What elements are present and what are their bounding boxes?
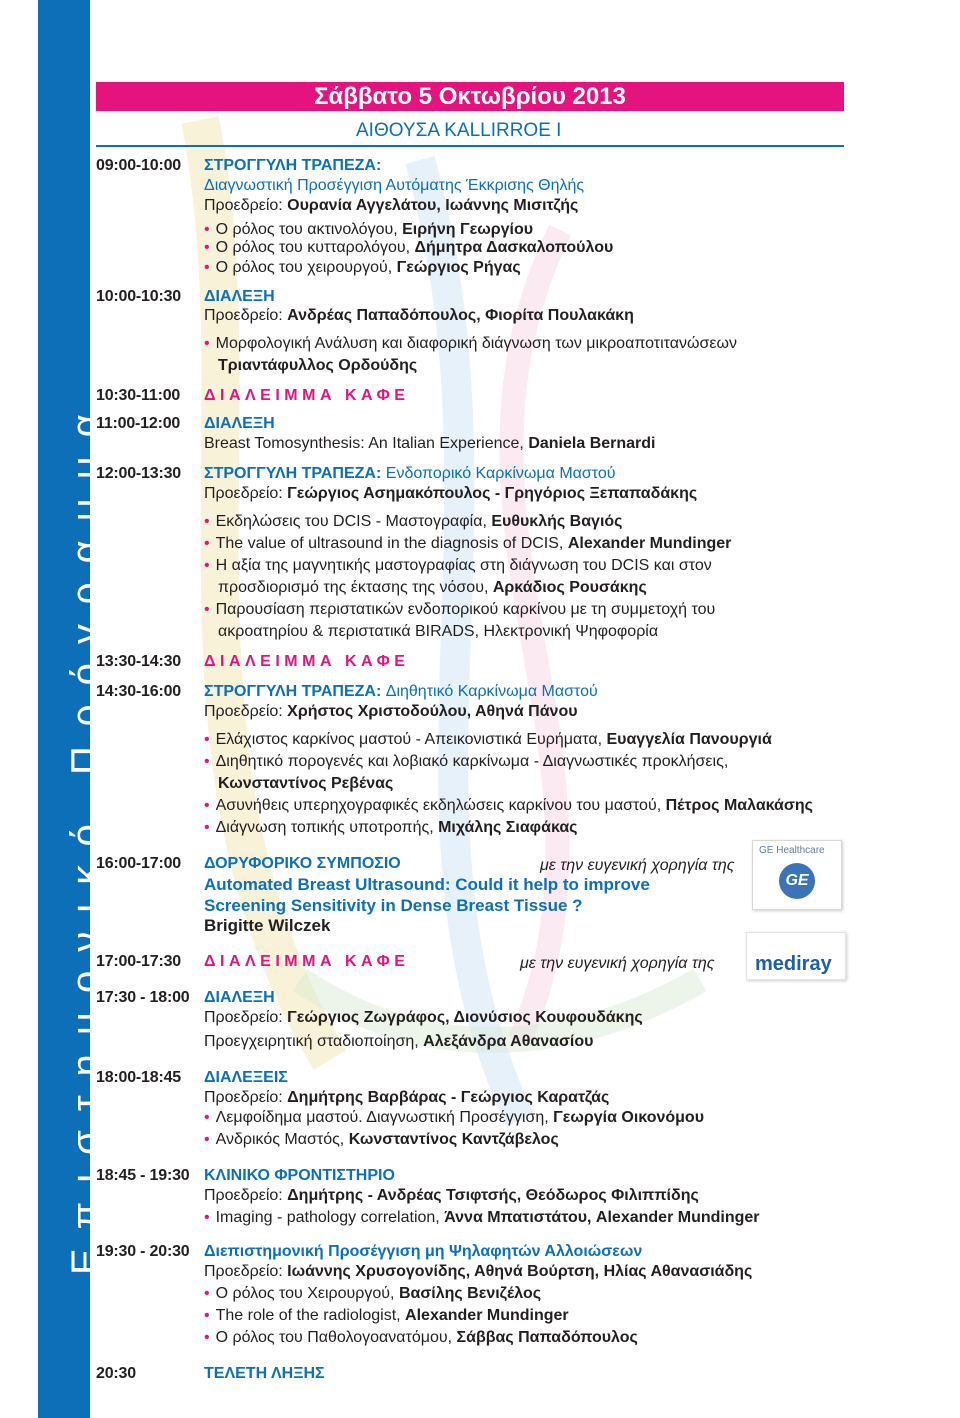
chair-line <box>204 1088 609 1108</box>
speaker-name: Ευθυκλής Βαγιός <box>491 513 623 530</box>
speaker-name: Alexander Mundinger <box>567 535 732 552</box>
chair-names: Δημήτρης - Ανδρέας Τσιφτσής, Θεόδωρος Φιλιππίδης <box>287 1187 699 1204</box>
chair-label: Προεδρείο: <box>204 197 288 214</box>
session-title: ΣΤΡΟΓΓΥΛΗ ΤΡΑΠΕΖΑ: <box>204 683 386 700</box>
room-title: ΑΙΘΟΥΣΑ KALLIRROE I <box>356 120 562 141</box>
session-time: 20:30 <box>96 1365 136 1382</box>
speaker-name: Κωνσταντίνος Καντζάβελος <box>348 1131 559 1148</box>
ge-healthcare-logo <box>752 840 842 910</box>
chair-names: Ιωάννης Χρυσογονίδης, Αθηνά Βούρτση, Ηλίας Αθανασιάδης <box>287 1263 753 1280</box>
speaker-name: Δήμητρα Δασκαλοπούλου <box>414 239 614 256</box>
speaker-name: Κωνσταντίνος Ρεβένας <box>218 775 394 792</box>
session-time: 13:30-14:30 <box>96 653 181 670</box>
talk-item <box>204 334 737 354</box>
talk-item-cont: ακροατηρίου & περιστατικά BIRADS, Ηλεκτρονική Ψηφοφορία <box>218 623 659 640</box>
chair-line <box>204 306 634 326</box>
speaker-name: Αλεξάνδρα Αθανασίου <box>423 1033 594 1050</box>
talk-item <box>204 258 521 278</box>
speaker-name: Ευαγγελία Πανουργιά <box>606 731 772 748</box>
talk-title: Automated Breast Ultrasound: Could it help to improve <box>204 875 650 894</box>
talk-item <box>204 730 772 750</box>
talk-item <box>204 556 712 576</box>
session-title: ΤΕΛΕΤΗ ΛΗΞΗΣ <box>204 1365 325 1382</box>
session-title: ΔΙΑΛΕΞΗ <box>204 288 275 305</box>
talk-item <box>204 512 623 532</box>
talk-item <box>204 220 533 240</box>
chair-names: Γεώργιος Ζωγράφος, Διονύσιος Κουφουδάκης <box>287 1009 643 1026</box>
coffee-break: ΔΙΑΛΕΙΜΜΑ ΚΑΦΕ <box>204 953 410 970</box>
session-time: 19:30 - 20:30 <box>96 1243 190 1260</box>
session-time: 10:30-11:00 <box>96 387 181 404</box>
speaker-name: Brigitte Wilczek <box>204 916 331 935</box>
session-title-line <box>204 464 616 484</box>
chair-label: Προεδρείο: <box>204 485 288 502</box>
speaker-name: Γεώργιος Ρήγας <box>396 259 521 276</box>
session-title: ΔΙΑΛΕΞΗ <box>204 989 275 1006</box>
session-subtitle: Ενδοπορικό Καρκίνωμα Μαστού <box>385 465 616 482</box>
talk-item <box>204 796 813 816</box>
talk-text: Μορφολογική Ανάλυση και διαφορική διάγνωση των μικροαποτιτανώσεων <box>215 335 738 352</box>
session-subtitle: Διηθητικό Καρκίνωμα Μαστού <box>385 683 598 700</box>
talk-text: Ο ρόλος του ακτινολόγου, <box>215 221 403 238</box>
talk-text: Breast Tomosynthesis: An Italian Experience, <box>204 435 529 452</box>
mediray-logo <box>746 932 846 980</box>
session-time: 17:00-17:30 <box>96 953 181 970</box>
talk-item <box>204 534 731 554</box>
speaker-name: Alexander Mundinger <box>405 1307 569 1324</box>
talk-item <box>204 1328 638 1348</box>
chair-line <box>204 484 697 504</box>
coffee-break: ΔΙΑΛΕΙΜΜΑ ΚΑΦΕ <box>204 653 410 670</box>
talk-text: Ο ρόλος του Χειρουργού, <box>215 1285 399 1302</box>
speaker-name: Γεωργία Οικονόμου <box>553 1109 705 1126</box>
chair-line <box>204 702 578 722</box>
ge-monogram-icon: GE <box>779 863 815 899</box>
talk-item <box>204 600 715 620</box>
talk-text: The value of ultrasound in the diagnosis of DCIS, <box>215 535 568 552</box>
chair-label: Προεδρείο: <box>204 1009 288 1026</box>
talk-item <box>204 1032 593 1052</box>
session-time: 17:30 - 18:00 <box>96 989 190 1006</box>
talk-text: Ο ρόλος του κυτταρολόγου, <box>215 239 415 256</box>
speaker-name: Μιχάλης Σιαφάκας <box>438 819 578 836</box>
talk-text: Ο ρόλος του χειρουργού, <box>215 259 397 276</box>
logo-caption: GE Healthcare <box>759 845 825 856</box>
talk-title: Screening Sensitivity in Dense Breast Tissue ? <box>204 896 583 915</box>
talk-text: Ανδρικός Μαστός, <box>215 1131 349 1148</box>
talk-text: Ασυνήθεις υπερηχογραφικές εκδηλώσεις καρκίνου του μαστού, <box>215 797 666 814</box>
talk-item <box>204 434 655 454</box>
speaker-name: Πέτρος Μαλακάσης <box>665 797 813 814</box>
session-title: ΔΙΑΛΕΞΕΙΣ <box>204 1069 288 1086</box>
sponsor-note: με την ευγενική χορηγία της <box>520 955 715 972</box>
talk-text: Λεμφοίδημα μαστού. Διαγνωστική Προσέγγιση, <box>215 1109 554 1126</box>
talk-text: Ο ρόλος του Παθολογοανατόμου, <box>215 1329 457 1346</box>
talk-text: προσδιορισμό της έκτασης της νόσου, <box>218 579 493 596</box>
session-time: 09:00-10:00 <box>96 157 181 174</box>
chair-names: Ουρανία Αγγελάτου, Ιωάννης Μισιτζής <box>287 197 579 214</box>
session-time: 18:00-18:45 <box>96 1069 181 1086</box>
session-title: ΔΙΑΛΕΞΗ <box>204 415 275 432</box>
chair-line <box>204 196 578 216</box>
speaker-name: Βασίλης Βενιζέλος <box>398 1285 542 1302</box>
session-title: Διεπιστημονική Προσέγγιση μη Ψηλαφητών Αλλοιώσεων <box>204 1243 643 1260</box>
date-banner: Σάββατο 5 Οκτωβρίου 2013 <box>96 82 844 111</box>
talk-item <box>204 1130 559 1150</box>
chair-label: Προεδρείο: <box>204 1187 288 1204</box>
speaker-name: Άννα Μπατιστάτου, Alexander Mundinger <box>444 1209 760 1226</box>
talk-item <box>204 1306 569 1326</box>
talk-item <box>204 238 613 258</box>
session-time: 18:45 - 19:30 <box>96 1167 190 1184</box>
talk-item <box>204 1284 541 1304</box>
talk-text: Προεγχειρητική σταδιοποίηση, <box>204 1033 424 1050</box>
talk-item <box>204 752 728 772</box>
talk-text: Ελάχιστος καρκίνος μαστού - Απεικονιστικά Ευρήματα, <box>215 731 607 748</box>
session-time: 16:00-17:00 <box>96 855 181 872</box>
chair-names: Ανδρέας Παπαδόπουλος, Φιορίτα Πουλακάκη <box>287 307 634 324</box>
speaker-name: Τριαντάφυλλος Ορδούδης <box>218 357 418 374</box>
talk-text: Imaging - pathology correlation, <box>215 1209 445 1226</box>
talk-text: Διηθητικό πορογενές και λοβιακό καρκίνωμα - Διαγνωστικές προκλήσεις, <box>215 753 729 770</box>
session-time: 11:00-12:00 <box>96 415 181 432</box>
chair-line <box>204 1186 699 1206</box>
session-subtitle: Διαγνωστική Προσέγγιση Αυτόματης Έκκρισης Θηλής <box>204 177 585 194</box>
mediray-wordmark: mediray <box>755 953 832 975</box>
chair-label: Προεδρείο: <box>204 307 288 324</box>
talk-item <box>204 1108 704 1128</box>
session-title: ΣΤΡΟΓΓΥΛΗ ΤΡΑΠΕΖΑ: <box>204 157 382 174</box>
session-time: 14:30-16:00 <box>96 683 181 700</box>
talk-text: The role of the radiologist, <box>215 1307 406 1324</box>
talk-text: Η αξία της μαγνητικής μαστογραφίας στη διάγνωση του DCIS και στον <box>215 557 712 574</box>
speaker-name: Σάββας Παπαδόπουλος <box>456 1329 638 1346</box>
session-title: ΣΤΡΟΓΓΥΛΗ ΤΡΑΠΕΖΑ: <box>204 465 386 482</box>
chair-label: Προεδρείο: <box>204 1263 288 1280</box>
speaker-name: Ειρήνη Γεωργίου <box>402 221 534 238</box>
session-title: ΚΛΙΝΙΚΟ ΦΡΟΝΤΙΣΤΗΡΙΟ <box>204 1167 395 1184</box>
chair-names: Δημήτρης Βαρβάρας - Γεώργιος Καρατζάς <box>287 1089 610 1106</box>
talk-item <box>204 1208 760 1228</box>
talk-text: Εκδηλώσεις του DCIS - Μαστογραφία, <box>215 513 492 530</box>
talk-item-cont <box>218 578 647 598</box>
chair-label: Προεδρείο: <box>204 703 288 720</box>
session-title-line <box>204 682 598 702</box>
talk-text: Παρουσίαση περιστατικών ενδοπορικού καρκίνου με τη συμμετοχή του <box>215 601 716 618</box>
chair-line <box>204 1262 752 1282</box>
chair-names: Χρήστος Χριστοδούλου, Αθηνά Πάνου <box>287 703 578 720</box>
talk-item <box>204 818 577 838</box>
talk-text: Διάγνωση τοπικής υποτροπής, <box>215 819 439 836</box>
session-title: ΔΟΡΥΦΟΡΙΚΟ ΣΥΜΠΟΣΙΟ <box>204 855 401 872</box>
session-time: 12:00-13:30 <box>96 465 181 482</box>
sidebar-title: Επιστημονικό Πρόγραμμα <box>64 395 108 1275</box>
session-time: 10:00-10:30 <box>96 288 181 305</box>
room-divider <box>96 145 844 147</box>
chair-names: Γεώργιος Ασημακόπουλος - Γρηγόριος Ξεπαπαδάκης <box>287 485 698 502</box>
sponsor-note: με την ευγενική χορηγία της <box>540 857 735 874</box>
chair-label: Προεδρείο: <box>204 1089 288 1106</box>
coffee-break: ΔΙΑΛΕΙΜΜΑ ΚΑΦΕ <box>204 387 410 404</box>
speaker-name: Αρκάδιος Ρουσάκης <box>492 579 647 596</box>
chair-line <box>204 1008 643 1028</box>
speaker-name: Daniela Bernardi <box>528 435 656 452</box>
